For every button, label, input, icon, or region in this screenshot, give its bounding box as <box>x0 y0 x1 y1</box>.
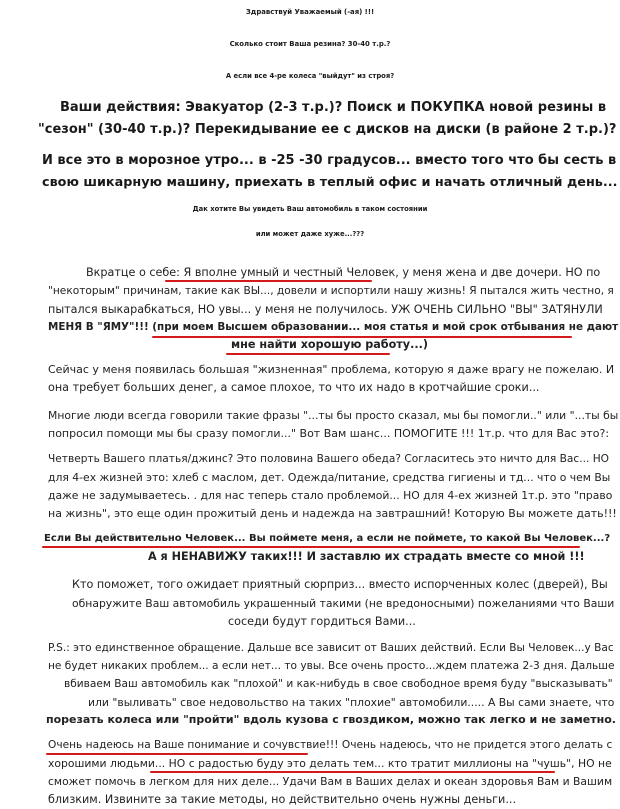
problem-line-2: она требует больших денег, а самое плохое, то что их надо в кротчайшие сроки... <box>48 381 540 394</box>
phrases-line-2: попросил помощи мы бы сразу помогли..." Вот Вам шанс... ПОМОГИТЕ !!! 1т.р. что для Вас это?: <box>48 427 610 440</box>
about-line-2: "некоторым" причинам, такие как ВЫ..., довели и испортили нашу жизнь! Я пытался жить честно, я <box>48 285 614 297</box>
wheels-question: А если все 4-ре колеса "выйдут" из строя? <box>225 72 395 80</box>
surprise-line-2: обнаружите Ваш автомобиль украшенный такими (не вредоносными) пожеланиями что Ваши <box>72 597 615 610</box>
underline-millions <box>150 771 555 773</box>
morning-line-2: свою шикарную машину, приехать в теплый офис и начать отличный день... <box>42 175 618 190</box>
question-heading-1: Дак хотите Вы увидеть Ваш автомобиль в таком состоянии <box>192 205 428 213</box>
quarter-line-4: на жизнь", это еще один прожитый день и надежда на завтрашний! Которую Вы можете дать!!! <box>48 507 617 520</box>
closing-line-4: близким. Извините за такие методы, но действительно очень нужны деньги... <box>48 793 516 806</box>
question-heading-2: или может даже хуже...??? <box>255 230 365 238</box>
underline-no-job <box>226 353 390 355</box>
quarter-line-3: даже не задумываетесь. . для нас теперь стало проблемой... НО для 4-ех жизней 1т.р. это "право <box>48 489 613 502</box>
underline-understanding <box>46 753 308 755</box>
ps-line-5: порезать колеса или "пройти" вдоль кузова с гвоздиком, можно так легко и не заметно. <box>46 713 616 726</box>
actions-line-2: "сезон" (30-40 т.р.)? Перекидывание ее с дисков на диски (в районе 2 т.р.)? <box>38 122 617 137</box>
tire-cost-question: Сколько стоит Ваша резина? 30-40 т.р.? <box>229 40 391 48</box>
ps-line-3: вбиваем Ваш автомобиль как "плохой" и как-нибудь в свое свободное время буду "высказывать" <box>64 678 613 690</box>
greeting-heading: Здравствуй Уважаемый (-ая) !!! <box>245 8 375 16</box>
phrases-line-1: Многие люди всегда говорили такие фразы "...ты бы просто сказал, мы бы помогли.." или "...ты бы <box>48 409 619 422</box>
human-line-2: А я НЕНАВИЖУ таких!!! И заставлю их страдать вместе со мной !!! <box>148 550 585 563</box>
actions-line-1: Ваши действия: Эвакуатор (2-3 т.р.)? Поиск и ПОКУПКА новой резины в <box>60 100 607 115</box>
human-line-1: Если Вы действительно Человек... Вы поймете меня, а если не поймете, то какой Вы Человек...? <box>44 533 611 544</box>
closing-line-2: хорошими людьми... НО с радостью буду это делать тем... кто тратит миллионы на "чушь", НО не <box>48 757 612 770</box>
quarter-line-2: для 4-ех жизней это: хлеб с маслом, дет. Одежда/питание, средства гигиены и тд... что о чем Вы <box>48 471 611 484</box>
morning-line-1: И все это в морозное утро... в -25 -30 градусов... вместо того что бы сесть в <box>42 153 617 168</box>
underline-honest-person <box>165 280 372 282</box>
surprise-line-1: Кто поможет, того ожидает приятный сюрприз... вместо испорченных колес (дверей), Вы <box>72 578 608 591</box>
underline-education <box>152 336 572 338</box>
problem-line-1: Сейчас у меня появилась большая "жизненная" проблема, которую я даже врагу не пожелаю. И <box>48 363 615 376</box>
about-line-5: мне найти хорошую работу...) <box>231 338 428 351</box>
about-line-1: Вкратце о себе: Я вполне умный и честный Человек, у меня жена и две дочери. НО по <box>86 266 601 279</box>
surprise-line-3: соседи будут гордиться Вами... <box>228 615 416 628</box>
closing-line-3: сможет помочь в легком для них деле... Удачи Вам в Ваших делах и океан здоровья Вам и Вашим <box>48 775 613 788</box>
about-line-3: пытался выкарабкаться, НО увы... у меня не получилось. УЖ ОЧЕНЬ СИЛЬНО "ВЫ" ЗАТЯНУЛИ <box>48 303 603 316</box>
quarter-line-1: Четверть Вашего платья/джинс? Это половина Вашего обеда? Согласитесь это ничто для Вас... НО <box>48 453 610 465</box>
closing-line-1: Очень надеюсь на Ваше понимание и сочувствие!!! Очень надеюсь, что не придется этого делать с <box>48 739 613 751</box>
ps-line-2: не будет никаких проблем... а если нет... то увы. Все очень просто...ждем платежа 2-3 дня. Дальше <box>48 660 615 672</box>
ps-line-4: или "выливать" свое недовольство на таких "плохие" автомобили..... А Вы сами знаете, что <box>88 696 615 709</box>
ps-line-1: P.S.: это единственное обращение. Дальше все зависит от Ваших действий. Если Вы Человек...у Вас <box>48 642 614 654</box>
underline-if-human <box>42 546 580 548</box>
about-line-4: МЕНЯ В "ЯМУ"!!! (при моем Высшем образовании... моя статья и мой срок отбывания не дают <box>48 321 619 333</box>
